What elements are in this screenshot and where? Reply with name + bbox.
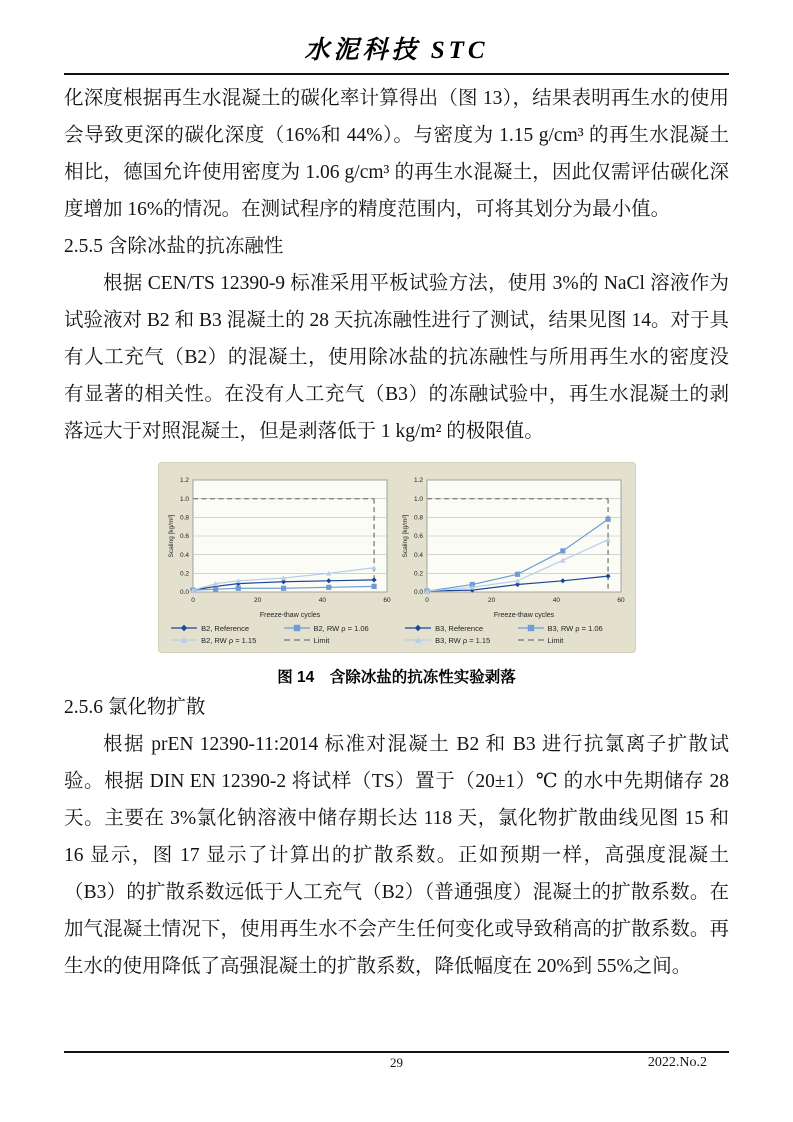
legend-label: B3, RW ρ = 1.15 (435, 635, 491, 645)
paragraph-freeze-thaw: 根据 CEN/TS 12390-9 标准采用平板试验方法，使用 3%的 NaCl 溶液作为试验液对 B2 和 B3 混凝土的 28 天抗冻融性进行了测试，结果见图 14。对于具有人工充气（B2）的混凝土，使用除冰盐的抗冻融性与所用再生水的密度没有显著的相关性。在没有人工充气（B3）的冻融试验中，再生水混凝土的剥落远大于对照混凝土，但是剥落低于 1 kg/m² 的极限值。 (64, 273, 729, 442)
y-axis-label: Scaling [kg/m²] (167, 514, 175, 558)
y-tick-label: 0.6 (179, 533, 189, 541)
data-point-marker (235, 586, 240, 591)
page-header (0, 0, 793, 75)
series-legend-swatch (283, 623, 311, 633)
x-axis-label: Freeze-thaw cycles (259, 612, 320, 619)
journal-title: 水泥科技 STC (304, 37, 489, 64)
y-tick-label: 1.2 (179, 477, 189, 485)
y-tick-label: 0.2 (413, 570, 423, 578)
legend-label: B2, Reference (201, 623, 250, 633)
legend-item (404, 623, 510, 633)
footer-line (64, 1055, 729, 1075)
data-point-marker (527, 625, 533, 631)
legend-label: Limit (547, 635, 564, 645)
x-tick-label: 0 (424, 597, 429, 604)
legend-label: B2, RW ρ = 1.06 (313, 623, 369, 633)
data-point-marker (181, 625, 187, 631)
data-point-marker (415, 625, 421, 631)
y-tick-label: 0.8 (179, 514, 189, 522)
y-axis-label: Scaling [kg/m²] (401, 514, 409, 558)
data-point-marker (326, 585, 331, 590)
legend-label: Limit (313, 635, 330, 645)
legend-item (404, 635, 510, 645)
y-tick-label: 0.4 (413, 551, 423, 559)
y-tick-label: 0.6 (413, 533, 423, 541)
y-tick-label: 0.8 (413, 514, 423, 522)
legend-item (517, 635, 623, 645)
y-tick-label: 1.0 (179, 495, 189, 503)
data-point-marker (280, 586, 285, 591)
chart-svg (400, 474, 628, 620)
figure-14-caption: 图 14 含除冰盐的抗冻性实验剥落 (277, 669, 516, 686)
chart-b2-freeze-thaw (166, 474, 394, 645)
figure-14 (64, 462, 729, 687)
y-tick-label: 0.0 (413, 589, 423, 597)
legend-item (283, 623, 389, 633)
chart-legend (170, 623, 389, 645)
chart-svg (166, 474, 394, 620)
y-tick-label: 0.2 (179, 570, 189, 578)
limit-legend-swatch (283, 635, 311, 645)
page-footer (0, 1051, 793, 1075)
y-tick-label: 0.0 (179, 589, 189, 597)
series-legend-swatch (517, 623, 545, 633)
footer-rule (64, 1051, 729, 1053)
x-tick-label: 40 (318, 597, 326, 604)
data-point-marker (605, 517, 610, 522)
y-tick-label: 0.4 (179, 551, 189, 559)
data-point-marker (514, 572, 519, 577)
legend-item (517, 623, 623, 633)
x-axis-label: Freeze-thaw cycles (493, 612, 554, 619)
x-tick-label: 60 (616, 597, 625, 604)
legend-label: B2, RW ρ = 1.15 (201, 635, 257, 645)
header-rule (64, 73, 729, 75)
issue-label: 2022.No.2 (647, 1055, 707, 1070)
legend-item (170, 623, 276, 633)
series-legend-swatch (404, 623, 432, 633)
section-heading-2-5-5: 2.5.5 含除冰盐的抗冻融性 (64, 236, 284, 257)
limit-legend-swatch (517, 635, 545, 645)
x-tick-label: 0 (190, 597, 195, 604)
x-tick-label: 60 (382, 597, 391, 604)
data-point-marker (293, 625, 299, 631)
x-tick-label: 20 (253, 597, 261, 604)
y-tick-label: 1.2 (413, 477, 423, 485)
paragraph-carbonation: 化深度根据再生水混凝土的碳化率计算得出（图 13），结果表明再生水的使用会导致更深的碳化深度（16%和 44%）。与密度为 1.15 g/cm³ 的再生水混凝土相比，德国允许使用密度为 1.06 g/cm³ 的再生水混凝土，因此仅需评估碳化深度增加 16%的情况。在测试程序的精度范围内，可将其划分为最小值。 (64, 88, 729, 220)
series-legend-swatch (170, 623, 198, 633)
paragraph-chloride-diffusion: 根据 prEN 12390-11:2014 标准对混凝土 B2 和 B3 进行抗氯离子扩散试验。根据 DIN EN 12390-2 将试样（TS）置于（20±1）℃ 的水中先期储存 28 天。主要在 3%氯化钠溶液中储存期长达 118 天，氯化物扩散曲线见图 15 和 16 显示，图 17 显示了计算出的扩散系数。正如预期一样，高强度混凝土（B3）的扩散系数远低于人工充气（B2）（普通强度）混凝土的扩散系数。在加气混凝土情况下，使用再生水不会产生任何变化或导致稍高的扩散系数。再生水的使用降低了高强混凝土的扩散系数，降低幅度在 20%到 55%之间。 (64, 734, 729, 977)
data-point-marker (371, 584, 376, 589)
section-heading-2-5-6: 2.5.6 氯化物扩散 (64, 697, 206, 718)
legend-label: B3, Reference (435, 623, 484, 633)
data-point-marker (213, 587, 218, 592)
page-body (64, 80, 729, 985)
series-legend-swatch (170, 635, 198, 645)
chart-legend (404, 623, 623, 645)
chart-b3-freeze-thaw (400, 474, 628, 645)
legend-item (283, 635, 389, 645)
legend-item (170, 635, 276, 645)
page-number: 29 (390, 1055, 403, 1070)
figure-14-panel (158, 462, 636, 653)
x-tick-label: 20 (487, 597, 495, 604)
data-point-marker (560, 548, 565, 553)
x-tick-label: 40 (552, 597, 560, 604)
series-legend-swatch (404, 635, 432, 645)
y-tick-label: 1.0 (413, 495, 423, 503)
legend-label: B3, RW ρ = 1.06 (547, 623, 603, 633)
